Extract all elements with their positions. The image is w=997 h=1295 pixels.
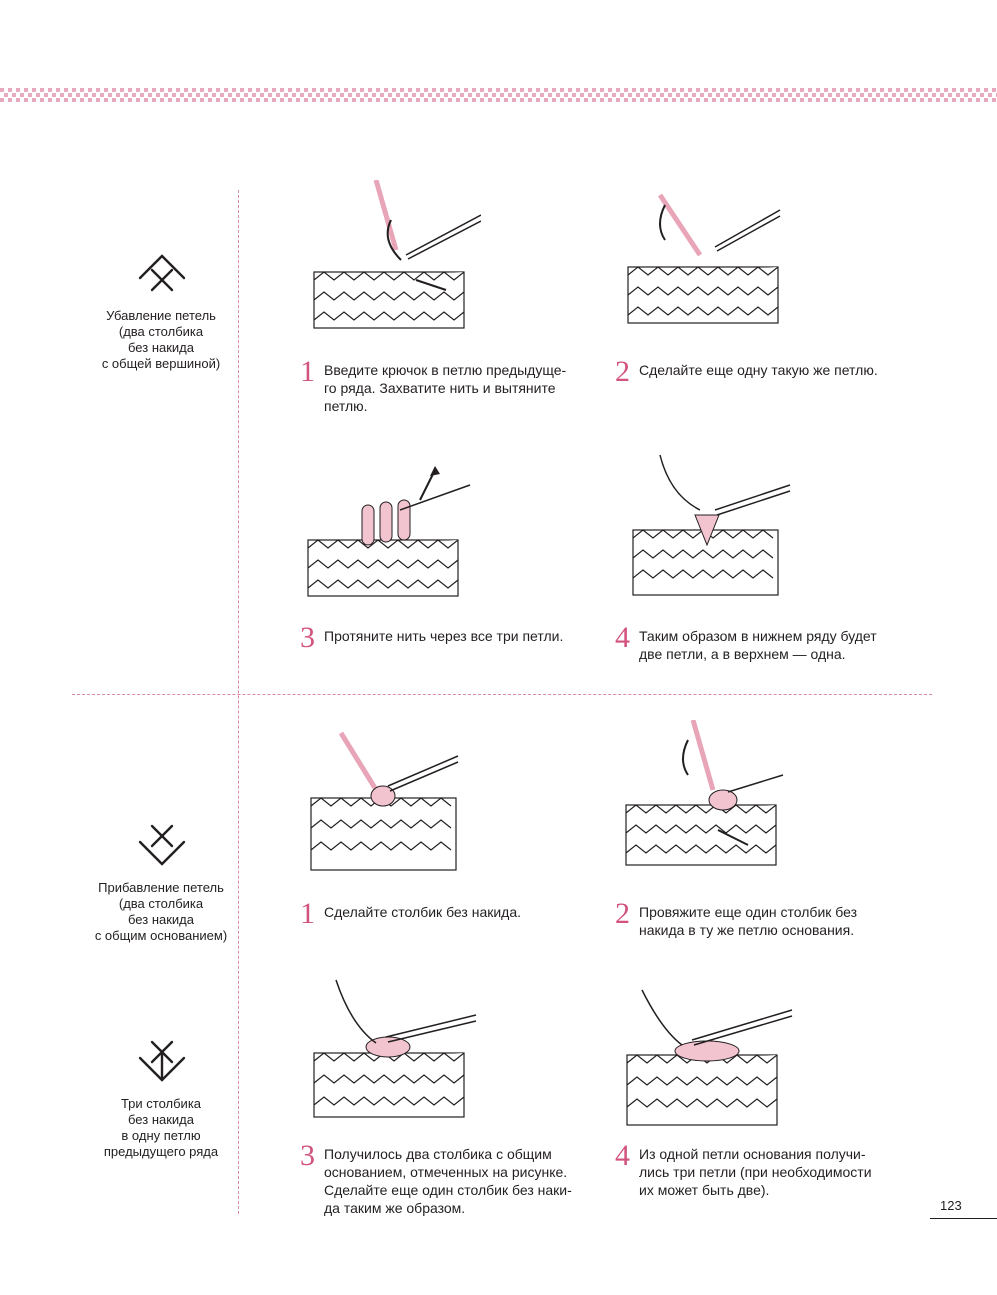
step-number: 3: [300, 1139, 315, 1172]
decrease-symbol-label: Убавление петель (два столбика без накида с общей вершиной): [101, 308, 221, 371]
increase-step-2: [615, 897, 915, 939]
step-text: Таким образом в нижнем ряду будет две петли, а в верхнем — одна.: [639, 628, 877, 662]
decrease-step-1: [300, 355, 590, 415]
top-decorative-border: [0, 88, 997, 102]
step-number: 4: [615, 1139, 630, 1172]
decrease-step2-illustration: [620, 185, 795, 335]
increase-step2-illustration: [618, 720, 793, 870]
step-text: Протяните нить через все три петли.: [324, 628, 564, 644]
triple-increase-symbol-icon: [132, 1034, 192, 1094]
page-number: 123: [940, 1198, 962, 1213]
step-number: 3: [300, 621, 315, 654]
step-number: 2: [615, 897, 630, 930]
decrease-step3-illustration: [300, 460, 475, 610]
step-number: 1: [300, 897, 315, 930]
step-text: Получилось два столбика с общим основанием, отмеченных на рисунке. Сделайте еще один столбик без наки- да таким же образом.: [324, 1146, 572, 1216]
decrease-step-4: [615, 621, 915, 663]
step-text: Провяжите еще один столбик без накида в ту же петлю основания.: [639, 904, 858, 938]
page-number-rule: [930, 1218, 997, 1219]
step-number: 2: [615, 355, 630, 388]
step-number: 4: [615, 621, 630, 654]
increase-step1-illustration: [303, 728, 478, 878]
increase-step-3: [300, 1139, 600, 1217]
step-text: Сделайте столбик без накида.: [324, 904, 522, 920]
step-text: Сделайте еще одну такую же петлю.: [639, 362, 878, 378]
increase-step3-illustration: [306, 975, 481, 1125]
increase-symbol-label: Прибавление петель (два столбика без накида с общим основанием): [94, 880, 228, 943]
decrease-step-2: [615, 355, 915, 388]
decrease-step4-illustration: [625, 455, 800, 605]
decrease-symbol-icon: [132, 244, 192, 304]
horizontal-divider: [72, 694, 932, 695]
increase-step4-illustration: [622, 985, 797, 1135]
increase-step-4: [615, 1139, 915, 1199]
increase-symbol-icon: [132, 818, 192, 878]
increase-step-1: [300, 897, 590, 930]
step-number: 1: [300, 355, 315, 388]
decrease-step1-illustration: [306, 180, 481, 330]
step-text: Введите крючок в петлю предыдуще- го ряда. Захватите нить и вытяните петлю.: [324, 362, 567, 414]
triple-increase-symbol-label: Три столбика без накида в одну петлю предыдущего ряда: [103, 1096, 219, 1159]
step-text: Из одной петли основания получи- лись три петли (при необходимости их может быть две).: [639, 1146, 872, 1198]
decrease-step-3: [300, 621, 600, 654]
